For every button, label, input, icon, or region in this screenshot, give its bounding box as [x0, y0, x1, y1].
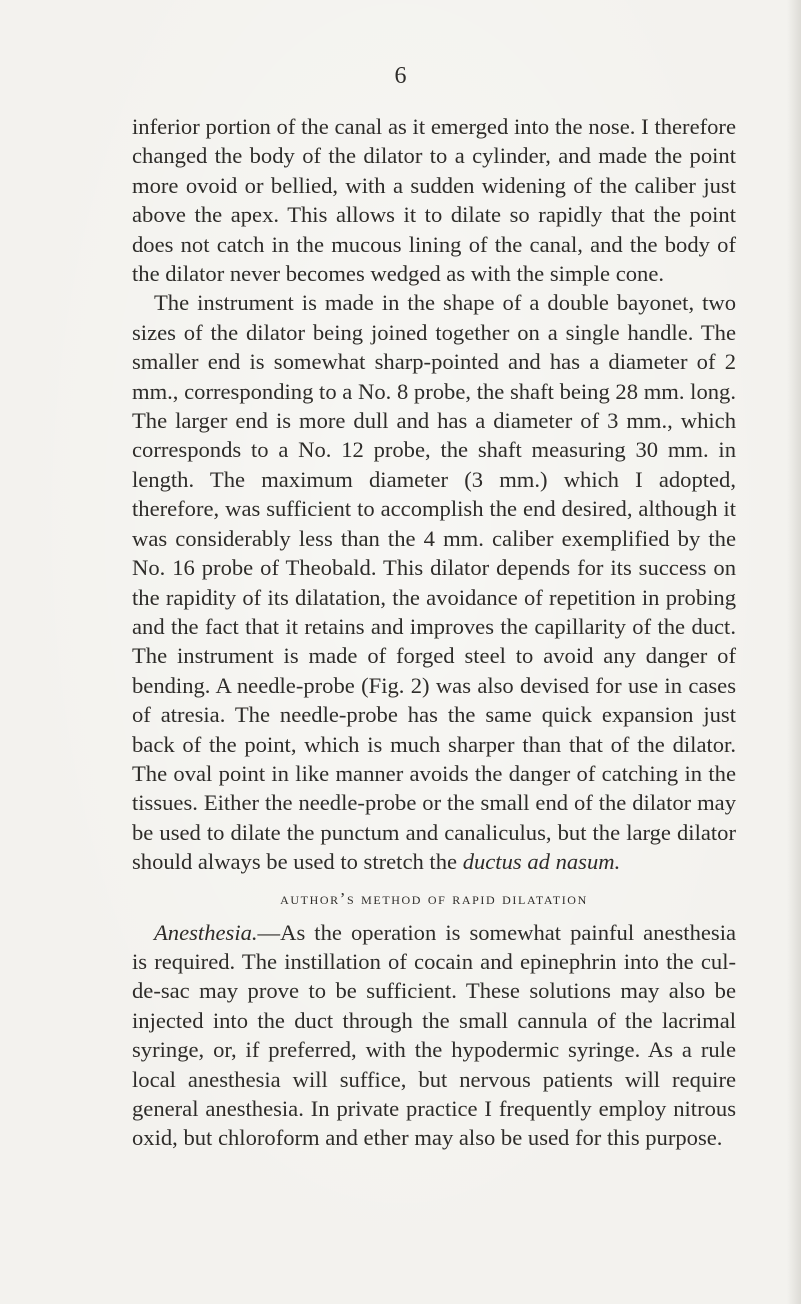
page-number: 6 [394, 63, 407, 89]
paragraph-1: inferior portion of the canal as it emerged into the nose. I therefore changed the body of the dilator to a cylinder, and made the point more ovoid or bellied, with a sudden widening of the caliber just above the apex. This allows it to dilate so rapidly that the point does not catch in the mucous lining of the canal, and the body of the dilator never becomes wedged as with the simple cone. [132, 114, 736, 287]
paragraph-2-italic-term: ductus ad nasum. [462, 849, 621, 875]
paragraph-3-text: —As the operation is somewhat painful anesthesia is required. The instillation of cocain and epinephrin into the cul-de-sac may prove to be sufficient. These solutions may also be injected into the duct through the small cannula of the lacrimal syringe, or, if preferred, with the hypodermic syringe. As a rule local anesthesia will suffice, but nervous patients will require general anesthesia. In private practice I frequently employ nitrous oxid, but chloroform and ether may also be used for this purpose. [132, 919, 736, 1151]
paragraph-2 [132, 288, 736, 876]
paragraph-2-text: The instrument is made in the shape of a double bayonet, two sizes of the dilator being joined together on a single handle. The smaller end is somewhat sharp-pointed and has a diameter of 2 mm., corresponding to a No. 8 probe, the shaft being 28 mm. long. The larger end is more dull and has a diameter of 3 mm., which corresponds to a No. 12 probe, the shaft measuring 30 mm. in length. The maximum diameter (3 mm.) which I adopted, therefore, was sufficient to accomplish the end desired, although it was considerably less than the 4 mm. caliber exemplified by the No. 16 probe of Theobald. This dilator depends for its success on the rapidity of its dilatation, the avoidance of repetition in probing and the fact that it retains and improves the capillarity of the duct. The instrument is made of forged steel to avoid any danger of bending. A needle-probe (Fig. 2) was also devised for use in cases of atresia. The needle-probe has the same quick expansion just back of the point, which is much sharper than that of the dilator. The oval point in like manner avoids the danger of catching in the tissues. Either the needle-probe or the small end of the dilator may be used to dilate the punctum and canaliculus, but the large dilator should always be used to stretch the [132, 290, 736, 875]
body-text [132, 112, 736, 1153]
page-edge-shadow [787, 0, 801, 1304]
section-heading: author’s method of rapid dilatation [280, 888, 588, 908]
paragraph-3 [132, 918, 736, 1153]
paragraph-3-label: Anesthesia. [154, 919, 258, 945]
